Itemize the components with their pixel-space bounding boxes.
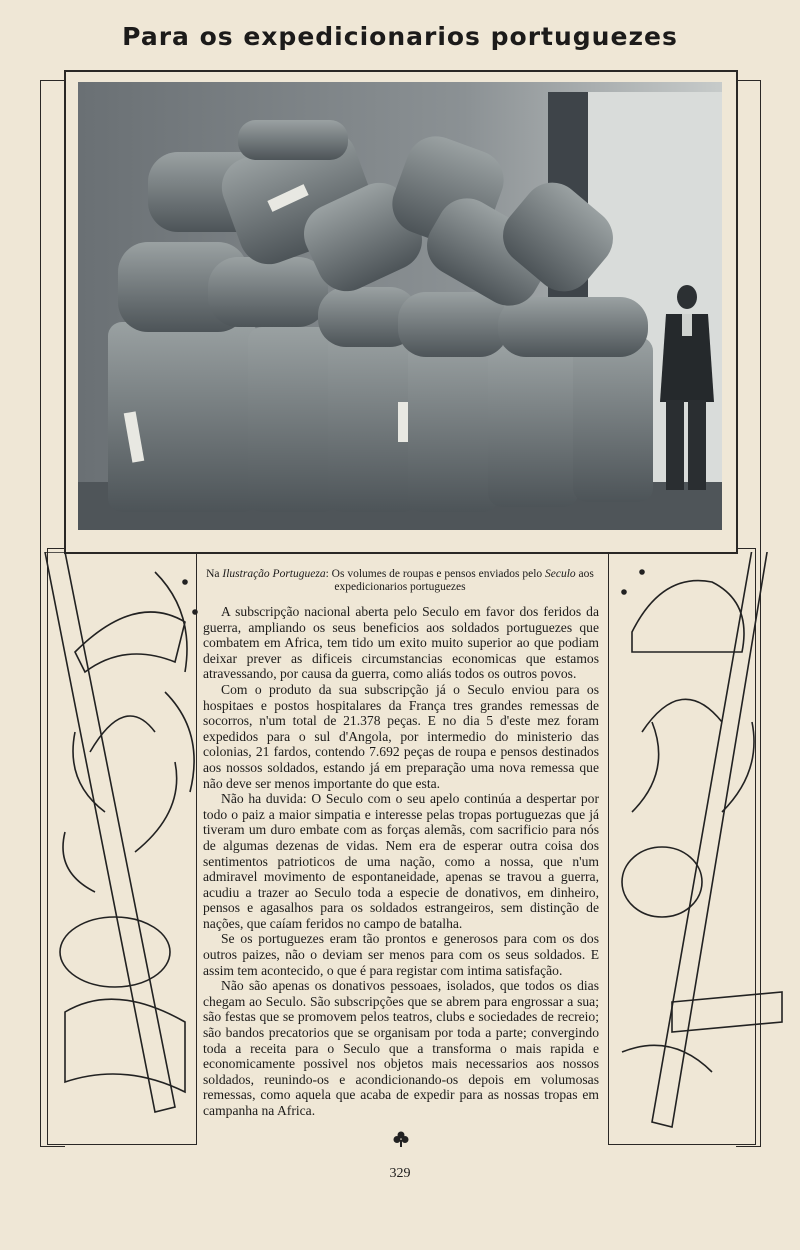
article-body — [203, 604, 599, 1119]
caption-prefix: Na — [206, 568, 223, 580]
page-title: Para os expedicionarios portuguezes — [122, 22, 678, 51]
caption-suffix: aos expedicionarios portuguezes — [334, 568, 594, 593]
article-paragraph: Se os portuguezes eram tão prontos e generosos para com os dos outros paizes, não o deviam ser menos para com os seus soldados. E assim tem acontecido, o que é para registar com intima satisfação. — [203, 931, 599, 978]
article-paragraph: Com o produto da sua subscripção já o Seculo enviou para os hospitaes e postos hospitalares da França tres grandes remessas de socorros, n'um total de 21.378 peças. E no dia 5 d'este mez foram expedidos para o sul d'Angola, por intermedio do ministerio das colonias, 21 fardos, contendo 7.692 peças de roupa e pensos destinados aos nossos soldados, estando já em preparação uma nova remessa que não deve ser menos importante do que esta. — [203, 681, 599, 791]
caption-middle: : Os volumes de roupas e pensos enviados pelo — [325, 568, 546, 580]
rifle-illustration-left — [35, 552, 215, 1142]
club-ornament-icon — [392, 1130, 410, 1148]
photo-frame — [64, 70, 738, 554]
article-paragraph: Não são apenas os donativos pessoaes, isolados, que todos os dias chegam ao Seculo. São subscripções que se abrem para engrossar a sua; são festas que se promovem pelos teatros, clubs e sociedades de recreio; são bandos precatorios que se organisam por toda a parte; convergindo toda a receita para o Seculo que a transforma o mais rapida e economicamente possivel nos objetos mais necessarios aos nossos soldados, reunindo-os e acondicionando-os depois em volumosas remessas, como aquela que acaba de expedir para as nossas tropas em campanha na Africa. — [203, 978, 599, 1118]
caption-publication: Ilustração Portugueza — [222, 568, 326, 580]
article-paragraph: Não ha duvida: O Seculo com o seu apelo continúa a despertar por todo o paiz a maior simpatia e interesse pelas tropas portuguezas que já tiveram um duro embate com as forças alemãs, com sacrificio para nós de algumas dezenas de vidas. Nem era de esperar outra coisa dos sentimentos patrioticos de uma nação, como a nossa, que n'um admiravel movimento de espontaneidade, apenas se travou a guerra, acudiu a trazer ao Seculo toda a especie de donativos, em dinheiro, pensos e agasalhos para os soldados estrangeiros, sem distinção de nações, que caíam feridos no campo de batalha. — [203, 791, 599, 931]
article-paragraph: A subscripção nacional aberta pelo Seculo em favor dos feridos da guerra, ampliando os seus beneficios aos soldados portuguezes que combatem em Africa, tem tido um exito muito superior ao que podiam deixar prever as dificeis circumstancias economicas que estamos atravessando, por causa da guerra, como aliás todos os outros povos. — [203, 604, 599, 682]
photograph-bales — [78, 82, 722, 530]
caption-newspaper: Seculo — [545, 568, 576, 580]
rifle-illustration-right — [612, 552, 792, 1142]
photo-caption — [198, 568, 602, 594]
page-number: 329 — [389, 1166, 411, 1181]
